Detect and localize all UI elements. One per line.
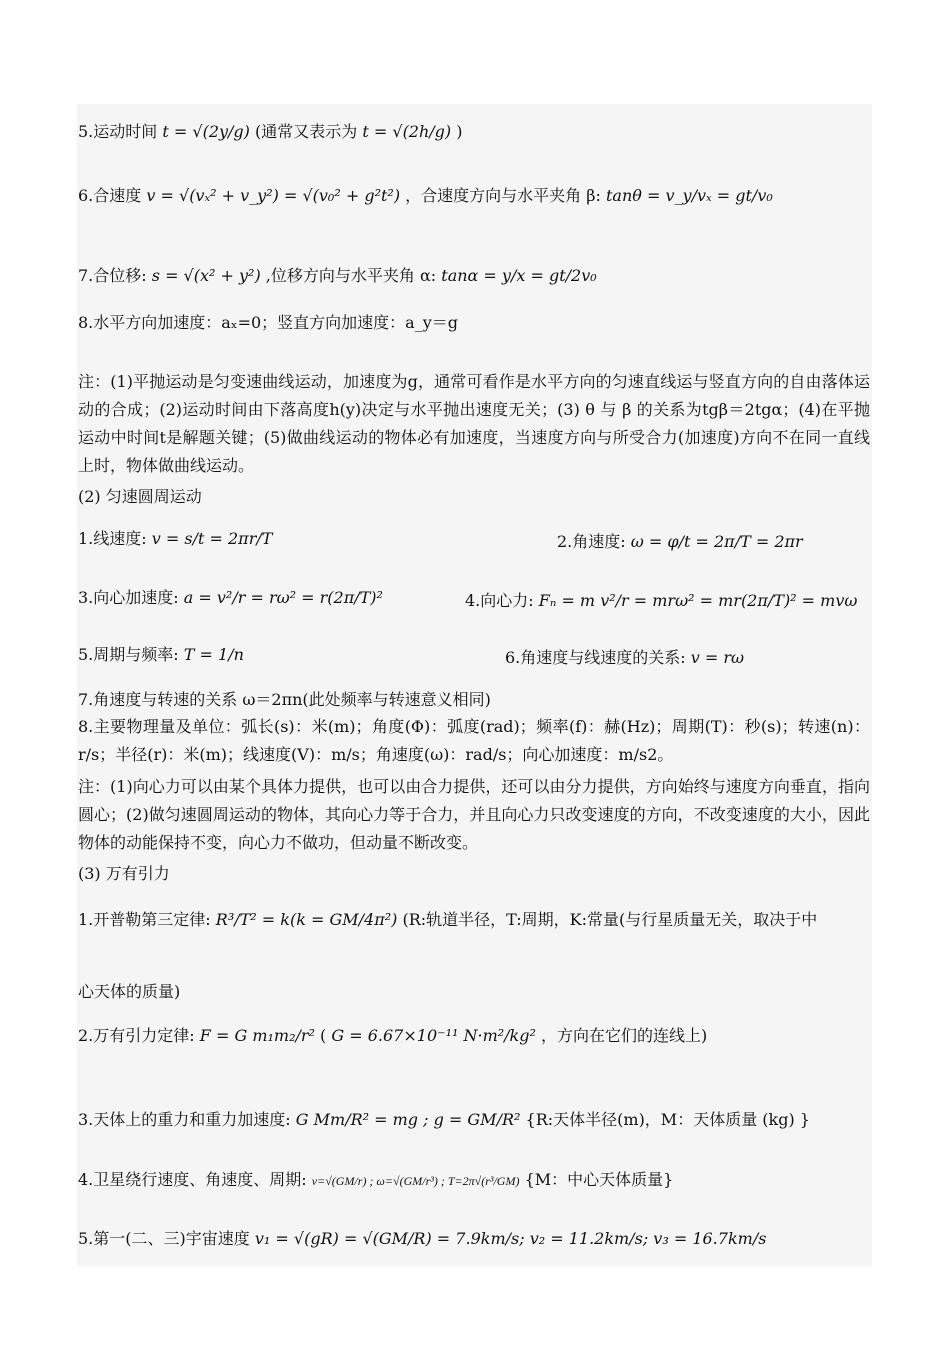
label: 5.运动时间 bbox=[78, 122, 158, 141]
formula: T = 1/n bbox=[183, 645, 244, 664]
label: 6.角速度与线速度的关系: bbox=[505, 648, 686, 667]
formula: R³/T² = k(k = GM/4π²) bbox=[215, 910, 398, 929]
formula-line-rotation-speed: 7.角速度与转速的关系 ω＝2πn(此处频率与转速意义相同) bbox=[78, 690, 491, 709]
formula: tanθ = v_y/vₓ = gt/v₀ bbox=[606, 186, 773, 205]
formula: s = √(x² + y²) bbox=[151, 266, 261, 285]
formula-line-relation bbox=[505, 645, 744, 668]
label: 2.万有引力定律: bbox=[78, 1026, 195, 1045]
formula: a = v²/r = rω² = r(2π/T)² bbox=[183, 588, 383, 607]
note: ，方向在它们的连线上) bbox=[541, 1026, 708, 1045]
note: (通常又表示为 bbox=[255, 122, 358, 141]
formula-line-acceleration: 8.水平方向加速度：aₓ=0；竖直方向加速度：a_y＝g bbox=[78, 313, 458, 332]
formula-line-centripetal-acc bbox=[78, 588, 383, 608]
units-paragraph: 8.主要物理量及单位：弧长(s)：米(m)；角度(Φ)：弧度(rad)；频率(f)：赫(Hz)；周期(T)：秒(s)；转速(n)：r/s；半径(r)：米(m)；线速度(V)：m/s；角速度(ω)：rad/s；向心加速度：m/s2。 bbox=[78, 717, 870, 764]
formula: t = √(2y/g) bbox=[162, 122, 250, 141]
label: 2.角速度: bbox=[557, 532, 626, 551]
formula: v = √(vₓ² + v_y²) = √(v₀² + g²t²) bbox=[146, 186, 401, 205]
label: 3.天体上的重力和重力加速度: bbox=[78, 1110, 291, 1129]
label: 3.向心加速度: bbox=[78, 588, 179, 607]
label: 6.合速度 bbox=[78, 186, 142, 205]
note: {R:天体半径(m)，M：天体质量 (kg) } bbox=[525, 1110, 810, 1129]
formula: G = 6.67×10⁻¹¹ N·m²/kg² bbox=[331, 1026, 536, 1045]
formula-line-period bbox=[78, 645, 244, 665]
formula-line-kepler bbox=[78, 910, 817, 930]
formula: ω = φ/t = 2π/T = 2πr bbox=[630, 532, 803, 551]
formula-line-linear-velocity bbox=[78, 529, 272, 549]
note: ,位移方向与水平夹角 α: bbox=[265, 266, 437, 285]
label: 5.第一(二、三)宇宙速度 bbox=[78, 1229, 250, 1248]
formula-line-gravitation bbox=[78, 1026, 707, 1046]
formula-line-angular-velocity bbox=[557, 529, 803, 552]
formula-line-surface-gravity bbox=[78, 1110, 810, 1130]
formula: G Mm/R² = mg ; g = GM/R² bbox=[295, 1110, 521, 1129]
label: 1.开普勒第三定律: bbox=[78, 910, 211, 929]
label: 4.向心力: bbox=[465, 591, 534, 610]
label: 5.周期与频率: bbox=[78, 645, 179, 664]
note-paragraph: 注：(1)平抛运动是匀变速曲线运动，加速度为g，通常可看作是水平方向的匀速直线运与竖直方向的自由落体运动的合成；(2)运动时间由下落高度h(y)决定与水平抛出速度无关；(3) θ 与 β 的关系为tgβ＝2tgα；(4)在平抛运动中时间t是解题关键；(5)做曲线运动的物体必有加速度，当速度方向与所受合力(加速度)方向不在同一直线上时，物体做曲线运动。 bbox=[78, 372, 870, 475]
formula-line-cosmic-velocity bbox=[78, 1229, 766, 1249]
formula: t = √(2h/g) bbox=[362, 122, 452, 141]
label: 7.合位移: bbox=[78, 266, 147, 285]
formula-line-velocity bbox=[78, 186, 773, 206]
formula-line-kepler-cont: 心天体的质量) bbox=[78, 982, 181, 1001]
label: 4.卫星绕行速度、角速度、周期: bbox=[78, 1170, 307, 1189]
formula: v=√(GM/r) ; ω=√(GM/r³) ; T=2π√(r³/GM) bbox=[311, 1174, 520, 1188]
note: {M：中心天体质量} bbox=[524, 1170, 674, 1189]
formula: v = s/t = 2πr/T bbox=[151, 529, 273, 548]
formula-line-satellite bbox=[78, 1170, 673, 1191]
formula: Fₙ = m v²/r = mrω² = mr(2π/T)² = mvω bbox=[538, 591, 858, 610]
formula: F = G m₁m₂/r² bbox=[199, 1026, 315, 1045]
section-heading: (2) 匀速圆周运动 bbox=[78, 487, 202, 506]
note: (R:轨道半径，T:周期，K:常量(与行星质量无关，取决于中 bbox=[402, 910, 818, 929]
note: ，合速度方向与水平夹角 β: bbox=[405, 186, 601, 205]
label: 1.线速度: bbox=[78, 529, 147, 548]
section-heading: (3) 万有引力 bbox=[78, 864, 170, 883]
formula-line-displacement bbox=[78, 266, 597, 286]
formula: v₁ = √(gR) = √(GM/R) = 7.9km/s; v₂ = 11.2km/s; v₃ = 16.7km/s bbox=[254, 1229, 767, 1248]
note-paragraph: 注：(1)向心力可以由某个具体力提供，也可以由合力提供，还可以由分力提供，方向始终与速度方向垂直，指向圆心；(2)做匀速圆周运动的物体，其向心力等于合力，并且向心力只改变速度的方向，不改变速度的大小，因此物体的动能保持不变，向心力不做功，但动量不断改变。 bbox=[78, 777, 870, 852]
formula-line-centripetal-force bbox=[465, 588, 857, 611]
note: ( bbox=[320, 1026, 327, 1045]
formula: v = rω bbox=[690, 648, 745, 667]
formula-line-time bbox=[78, 122, 463, 142]
note: ) bbox=[456, 122, 463, 141]
formula: tanα = y/x = gt/2v₀ bbox=[441, 266, 597, 285]
